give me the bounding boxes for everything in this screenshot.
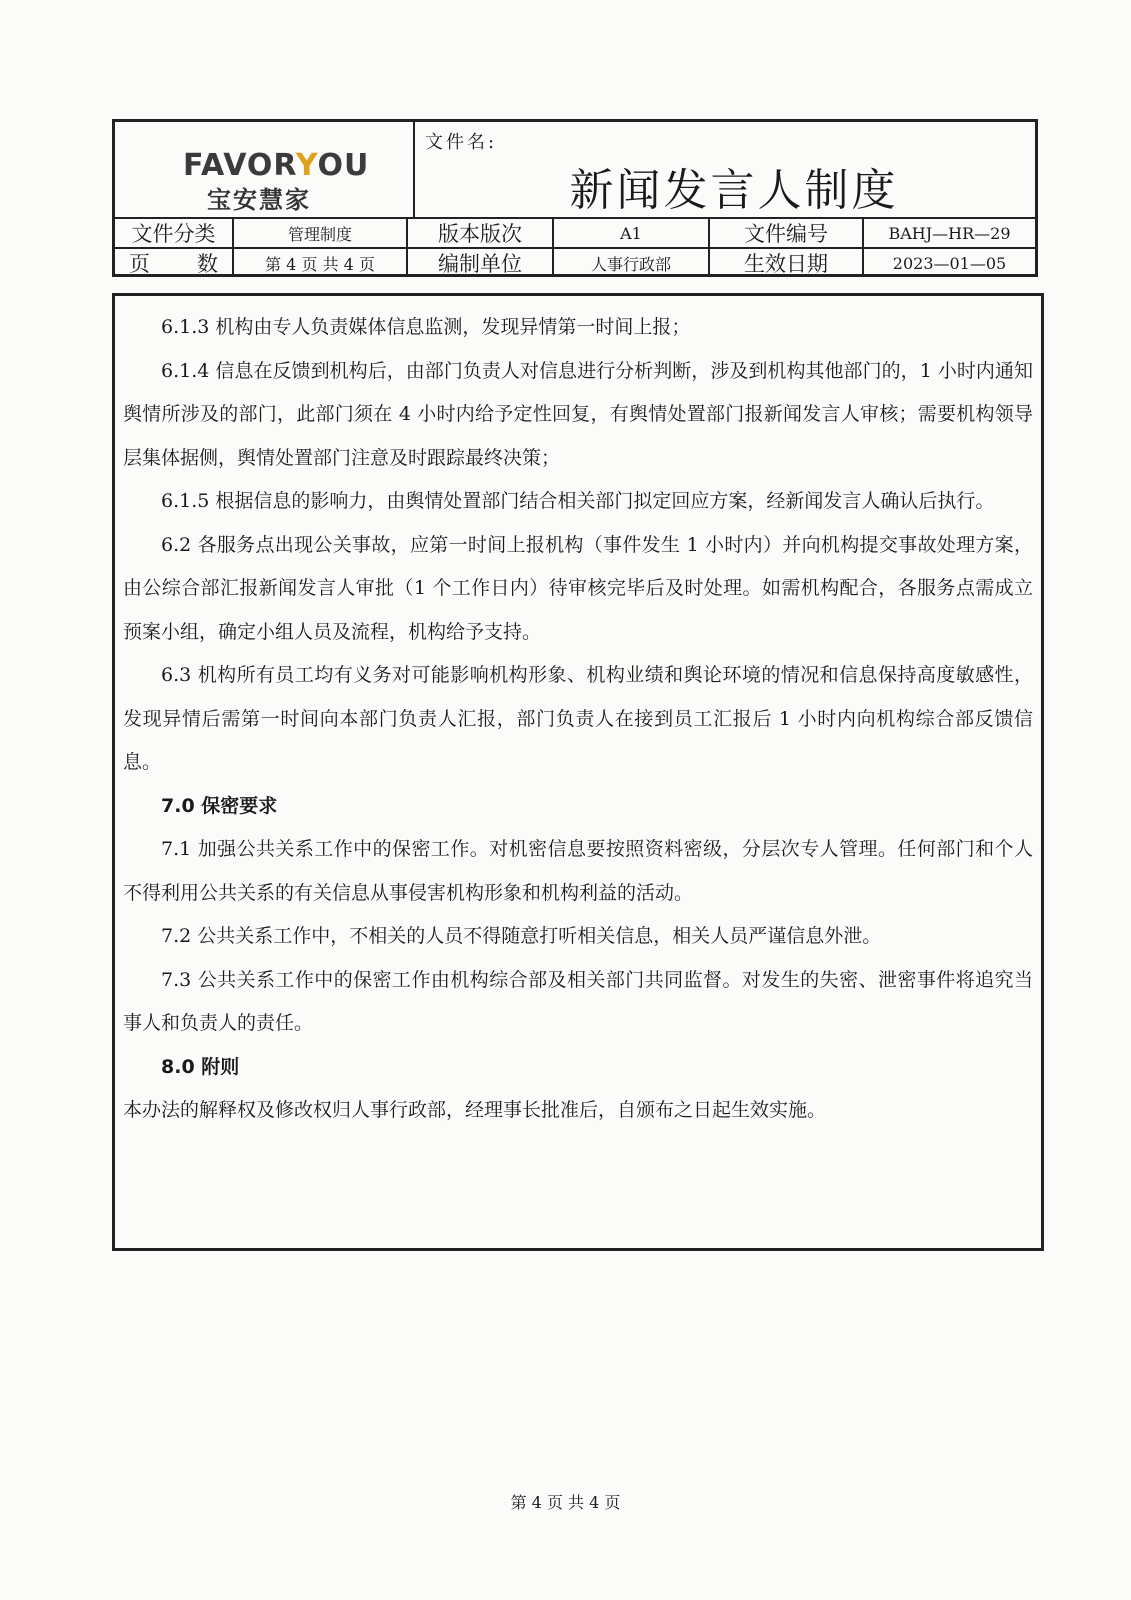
title-cell: [413, 122, 1035, 217]
paragraph: 6.2 各服务点出现公关事故，应第一时间上报机构（事件发生 1 小时内）并向机构提交事故处理方案，由公综合部汇报新闻发言人审批（1 个工作日内）待审核完毕后及时处理。如需机构配合，各服务点需成立预案小组，确定小组人员及流程，机构给予支持。: [123, 533, 1033, 643]
pages-label: [115, 249, 234, 277]
dept-value: 人事行政部: [554, 249, 710, 277]
doc-number-label: 文件编号: [710, 219, 864, 247]
paragraph: 6.1.5 根据信息的影响力，由舆情处置部门结合相关部门拟定回应方案，经新闻发言人确认后执行。: [161, 490, 995, 512]
section-heading: 7.0 保密要求: [161, 794, 278, 817]
document-body: [123, 306, 1033, 1133]
dept-label: 编制单位: [408, 249, 554, 277]
paragraph: 6.3 机构所有员工均有义务对可能影响机构形象、机构业绩和舆论环境的情况和信息保持高度敏感性，发现异情后需第一时间向本部门负责人汇报，部门负责人在接到员工汇报后 1 小时内向机构综合部反馈信息。: [123, 664, 1033, 773]
effective-date-value: 2023—01—05: [892, 253, 1007, 273]
doc-number-value: BAHJ—HR—29: [888, 223, 1011, 243]
paragraph: 7.3 公共关系工作中的保密工作由机构综合部及相关部门共同监督。对发生的失密、泄密事件将追究当事人和负责人的责任。: [123, 968, 1033, 1034]
version-label: 版本版次: [408, 219, 554, 247]
paragraph: 7.1 加强公共关系工作中的保密工作。对机密信息要按照资料密级，分层次专人管理。任何部门和个人不得利用公共关系的有关信息从事侵害机构形象和机构利益的活动。: [123, 838, 1033, 904]
logo-chinese: 宝安慧家: [207, 186, 311, 214]
paragraph: 6.1.4 信息在反馈到机构后，由部门负责人对信息进行分析判断，涉及到机构其他部门的，1 小时内通知舆情所涉及的部门，此部门须在 4 小时内给予定性回复，有舆情处置部门报新闻发言人审核；需要机构领导层集体据侧，舆情处置部门注意及时跟踪最终决策；: [123, 359, 1033, 469]
logo-english: FAVORYOU: [183, 148, 370, 183]
effective-date-label: 生效日期: [710, 249, 864, 277]
paragraph: 本办法的解释权及修改权归人事行政部，经理事长批准后，自颁布之日起生效实施。: [123, 1099, 827, 1121]
paragraph: 7.2 公共关系工作中，不相关的人员不得随意打听相关信息，相关人员严谨信息外泄。: [161, 925, 882, 947]
document-title: 新闻发言人制度: [569, 165, 899, 216]
pages-label-b: 数: [197, 252, 218, 276]
pages-value: 第 4 页 共 4 页: [234, 249, 408, 277]
meta-row-1: [115, 217, 1035, 247]
category-label: 文件分类: [115, 219, 234, 247]
pages-label-a: 页: [129, 252, 150, 276]
paragraph: 6.1.3 机构由专人负责媒体信息监测，发现异情第一时间上报；: [161, 316, 691, 338]
content-box: [112, 293, 1044, 1251]
meta-row-2: [115, 247, 1035, 277]
company-logo: [115, 122, 415, 217]
section-heading: 8.0 附则: [161, 1055, 240, 1078]
version-value: A1: [554, 219, 710, 247]
document-header: [112, 119, 1038, 277]
page-footer: 第 4 页 共 4 页: [510, 1493, 621, 1512]
category-value: 管理制度: [234, 219, 408, 247]
file-name-label: 文件名:: [425, 132, 498, 153]
